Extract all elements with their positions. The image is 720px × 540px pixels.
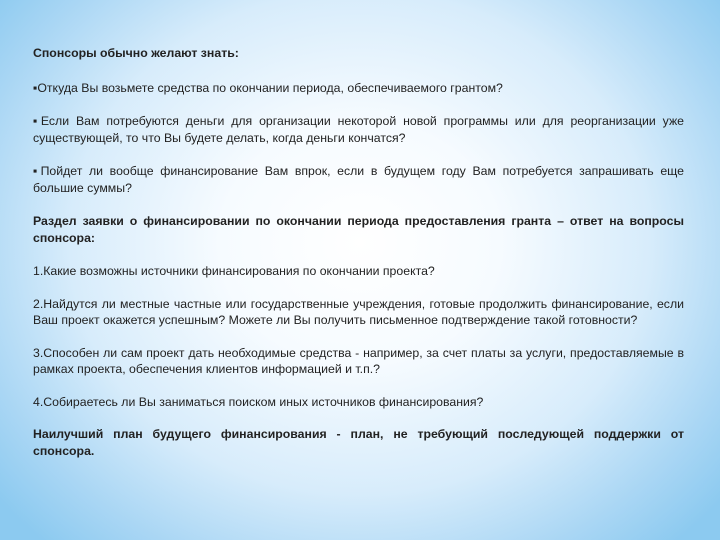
bullet-text: Пойдет ли вообще финансирование Вам впрок, если в будущем году Вам потребуется запрашивать еще большие суммы? — [33, 164, 684, 195]
bullet-item-1 — [33, 80, 684, 97]
bullet-text: Если Вам потребуются деньги для организации некоторой новой программы или для реорганизации уже существующей, то что Вы будете делать, когда деньги кончатся? — [33, 114, 685, 145]
bullet-text: Откуда Вы возьмете средства по окончании периода, обеспечиваемого грантом? — [37, 80, 503, 95]
bullet-item-2 — [33, 113, 684, 146]
question-1: 1.Какие возможны источники финансирования по окончании проекта? — [33, 264, 435, 278]
bullet-marker: ▪ — [33, 114, 41, 128]
question-3: 3.Способен ли сам проект дать необходимые средства - например, за счет платы за услуги, предоставляемые в рамках проекта, обеспечения клиентов информацией и т.п.? — [33, 345, 684, 376]
conclusion-text: Наилучший план будущего финансирования - план, не требующий последующей поддержки от спонсора. — [33, 427, 684, 458]
slide-content — [33, 45, 684, 459]
question-2: 2.Найдутся ли местные частные или государственные учреждения, готовые продолжить финансирование, если Ваш проект окажется успешным? Можете ли Вы получить письменное подтверждение такой готовности? — [33, 296, 684, 327]
bullet-item-3 — [33, 163, 684, 196]
bullet-marker: ▪ — [33, 164, 41, 178]
question-4: 4.Собираетесь ли Вы заниматься поиском иных источников финансирования? — [33, 394, 484, 409]
bullet-marker: ▪ — [33, 80, 38, 95]
heading-funding-section: Раздел заявки о финансировании по окончании периода предоставления гранта – ответ на вопросы спонсора: — [33, 214, 684, 245]
heading-sponsors-want-to-know: Спонсоры обычно желают знать: — [33, 46, 239, 60]
